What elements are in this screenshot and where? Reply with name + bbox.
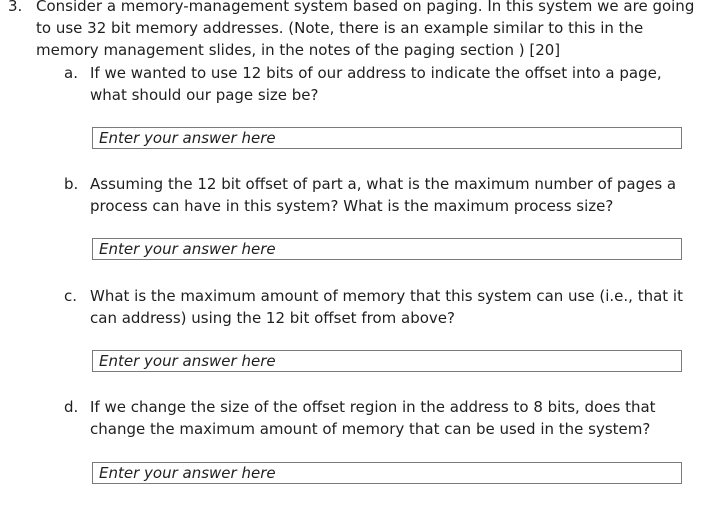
part-b [64, 173, 684, 217]
question-number: 3. [8, 0, 23, 15]
part-c-letter: c. [64, 287, 78, 305]
part-d-letter: d. [64, 398, 79, 416]
question-header [8, 0, 698, 61]
question-text: Consider a memory-management system based on paging. In this system we are going to use 32 bit memory addresses. (Note, there is an example similar to this in the memory management slides, in the notes of the paging section ) [20] [36, 0, 695, 59]
part-c-text: What is the maximum amount of memory that this system can use (i.e., that it can address) using the 12 bit offset from above? [90, 287, 683, 327]
part-c-answer-input[interactable] [92, 350, 682, 372]
part-d-text: If we change the size of the offset region in the address to 8 bits, does that change the maximum amount of memory that can be used in the system? [90, 398, 656, 438]
part-c [64, 285, 684, 329]
part-a-letter: a. [64, 64, 78, 82]
part-d-answer-input[interactable] [92, 462, 682, 484]
question-3 [8, 0, 698, 61]
part-b-text: Assuming the 12 bit offset of part a, what is the maximum number of pages a process can have in this system? What is the maximum process size? [90, 175, 677, 215]
part-a-answer-input[interactable] [92, 127, 682, 149]
part-d [64, 396, 684, 440]
part-b-answer-input[interactable] [92, 238, 682, 260]
part-a [64, 62, 684, 106]
part-a-text: If we wanted to use 12 bits of our address to indicate the offset into a page, what should our page size be? [90, 64, 662, 104]
part-b-letter: b. [64, 175, 79, 193]
